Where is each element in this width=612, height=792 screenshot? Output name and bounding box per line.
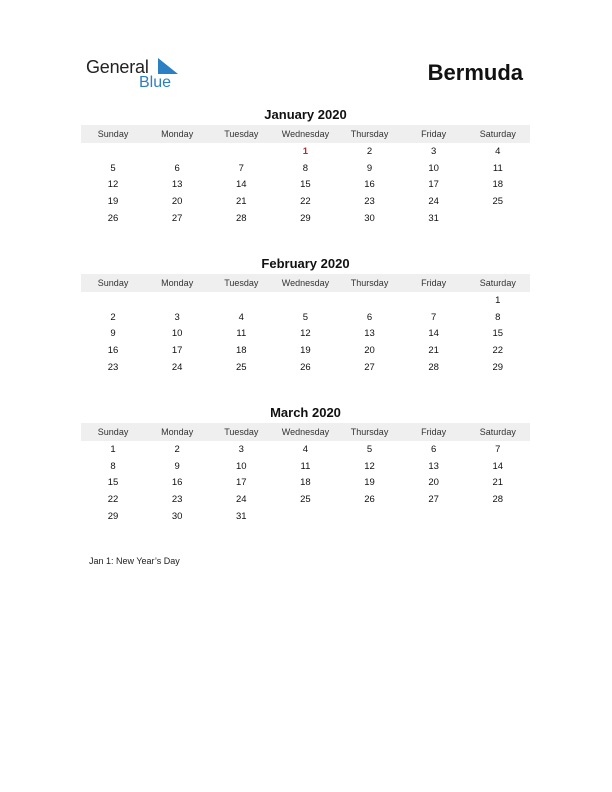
- weekday-label: Friday: [421, 427, 447, 437]
- day-cell: 9: [110, 328, 116, 340]
- weekday-header-row: [81, 423, 530, 441]
- day-cell: 31: [428, 212, 439, 224]
- day-cell: 19: [364, 477, 375, 489]
- day-cell: 10: [171, 328, 183, 340]
- day-cell: 18: [236, 344, 247, 356]
- month-title: February 2020: [261, 256, 350, 271]
- day-cell: 1: [110, 443, 116, 455]
- day-cell: 23: [364, 195, 375, 207]
- weekday-label: Wednesday: [281, 427, 330, 437]
- day-cell: 11: [492, 162, 503, 174]
- day-cell: 13: [428, 460, 439, 472]
- day-cell: 15: [300, 179, 311, 191]
- weekday-label: Friday: [421, 129, 447, 139]
- day-cell: 3: [174, 311, 180, 323]
- day-cell: 22: [107, 493, 119, 505]
- day-cell: 21: [428, 344, 439, 356]
- weekday-label: Tuesday: [224, 129, 259, 139]
- day-cell: 8: [110, 460, 116, 472]
- holiday-notes: [89, 556, 180, 566]
- logo-word-blue: Blue: [139, 74, 172, 91]
- week-row: [81, 508, 530, 525]
- day-cell: 7: [495, 443, 501, 455]
- day-cell: 5: [366, 443, 373, 455]
- day-cell: 10: [428, 162, 439, 174]
- day-cell: 11: [300, 460, 311, 472]
- weekday-label: Monday: [161, 129, 194, 139]
- day-cell: 4: [302, 443, 309, 455]
- day-cell: 8: [495, 311, 501, 323]
- month-calendar-march: [81, 405, 530, 524]
- day-cell: 18: [300, 477, 311, 489]
- logo-triangle-icon: [158, 58, 178, 74]
- day-cell: 12: [364, 460, 375, 472]
- day-cell: 4: [238, 311, 244, 323]
- day-cell: 20: [428, 477, 439, 489]
- day-cell: 7: [431, 311, 437, 323]
- day-cell: 9: [174, 460, 180, 472]
- month-calendar-january: [81, 107, 530, 226]
- week-row: [81, 441, 530, 458]
- day-cell: 14: [492, 460, 504, 472]
- weekday-label: Thursday: [350, 278, 389, 288]
- weekday-label: Tuesday: [224, 278, 259, 288]
- weekday-label: Sunday: [97, 427, 129, 437]
- weekday-label: Sunday: [97, 278, 129, 288]
- day-cell: 11: [236, 328, 247, 340]
- day-cell: 22: [300, 195, 311, 207]
- day-cell: 26: [364, 493, 375, 505]
- day-cell: 27: [428, 493, 439, 505]
- weekday-label: Sunday: [97, 129, 129, 139]
- holiday-day-cell: 1: [302, 145, 309, 157]
- day-cell: 6: [431, 443, 437, 455]
- day-cell: 30: [171, 510, 183, 522]
- day-cell: 26: [300, 361, 311, 373]
- day-cell: 27: [364, 361, 375, 373]
- week-row: [81, 143, 530, 160]
- generalblue-logo: [86, 54, 186, 94]
- day-cell: 25: [492, 195, 504, 207]
- day-cell: 28: [236, 212, 247, 224]
- day-cell: 24: [171, 361, 183, 373]
- day-cell: 17: [428, 179, 439, 191]
- day-cell: 22: [492, 344, 504, 356]
- day-cell: 28: [428, 361, 439, 373]
- day-cell: 16: [364, 179, 375, 191]
- day-cell: 13: [171, 179, 183, 191]
- day-cell: 24: [236, 493, 247, 505]
- weekday-label: Monday: [161, 427, 194, 437]
- week-row: [81, 193, 530, 210]
- week-row: [81, 325, 530, 342]
- day-cell: 26: [107, 212, 119, 224]
- weeks-grid: [81, 441, 530, 524]
- week-row: [81, 491, 530, 508]
- day-cell: 20: [364, 344, 375, 356]
- day-cell: 24: [428, 195, 439, 207]
- day-cell: 29: [107, 510, 119, 522]
- day-cell: 19: [107, 195, 119, 207]
- day-cell: 30: [364, 212, 375, 224]
- day-cell: 5: [302, 311, 309, 323]
- day-cell: 8: [302, 162, 309, 174]
- day-cell: 6: [174, 162, 180, 174]
- weekday-label: Tuesday: [224, 427, 259, 437]
- day-cell: 2: [366, 145, 373, 157]
- weekday-label: Wednesday: [281, 129, 330, 139]
- week-row: [81, 176, 530, 193]
- day-cell: 7: [238, 162, 244, 174]
- day-cell: 15: [107, 477, 119, 489]
- logo-word-general: General: [86, 57, 149, 77]
- week-row: [81, 458, 530, 475]
- weeks-grid: [81, 292, 530, 375]
- day-cell: 27: [171, 212, 183, 224]
- day-cell: 28: [492, 493, 504, 505]
- day-cell: 14: [428, 328, 439, 340]
- day-cell: 1: [495, 294, 501, 306]
- day-cell: 21: [236, 195, 247, 207]
- day-cell: 23: [107, 361, 119, 373]
- weekday-label: Saturday: [479, 427, 516, 437]
- day-cell: 5: [110, 162, 116, 174]
- day-cell: 3: [238, 443, 244, 455]
- day-cell: 25: [300, 493, 311, 505]
- day-cell: 4: [495, 145, 501, 157]
- day-cell: 2: [110, 311, 116, 323]
- month-calendar-february: [81, 256, 530, 375]
- day-cell: 25: [236, 361, 247, 373]
- day-cell: 6: [366, 311, 373, 323]
- day-cell: 23: [171, 493, 183, 505]
- weekday-header-row: [81, 125, 530, 143]
- country-title: Bermuda: [427, 60, 523, 85]
- day-cell: 17: [171, 344, 183, 356]
- day-cell: 2: [174, 443, 180, 455]
- weekday-label: Wednesday: [281, 278, 330, 288]
- week-row: [81, 309, 530, 326]
- weekday-label: Saturday: [479, 278, 516, 288]
- day-cell: 3: [431, 145, 437, 157]
- day-cell: 15: [492, 328, 504, 340]
- day-cell: 12: [107, 179, 119, 191]
- day-cell: 31: [236, 510, 247, 522]
- day-cell: 13: [364, 328, 375, 340]
- day-cell: 16: [171, 477, 183, 489]
- weekday-label: Friday: [421, 278, 447, 288]
- day-cell: 16: [107, 344, 119, 356]
- week-row: [81, 160, 530, 177]
- day-cell: 18: [492, 179, 504, 191]
- weeks-grid: [81, 143, 530, 226]
- weekday-label: Thursday: [350, 427, 389, 437]
- week-row: [81, 474, 530, 491]
- month-title: March 2020: [270, 405, 341, 420]
- day-cell: 17: [236, 477, 247, 489]
- weekday-label: Saturday: [479, 129, 516, 139]
- week-row: [81, 292, 530, 309]
- week-row: [81, 210, 530, 227]
- day-cell: 19: [300, 344, 311, 356]
- day-cell: 10: [236, 460, 247, 472]
- day-cell: 9: [366, 162, 373, 174]
- weekday-label: Monday: [161, 278, 194, 288]
- day-cell: 14: [236, 179, 247, 191]
- week-row: [81, 342, 530, 359]
- week-row: [81, 359, 530, 376]
- weekday-header-row: [81, 274, 530, 292]
- day-cell: 20: [171, 195, 183, 207]
- day-cell: 29: [300, 212, 311, 224]
- day-cell: 12: [300, 328, 311, 340]
- day-cell: 21: [492, 477, 504, 489]
- holiday-note: Jan 1: New Year’s Day: [89, 556, 180, 566]
- month-title: January 2020: [264, 107, 347, 122]
- day-cell: 29: [492, 361, 504, 373]
- weekday-label: Thursday: [350, 129, 389, 139]
